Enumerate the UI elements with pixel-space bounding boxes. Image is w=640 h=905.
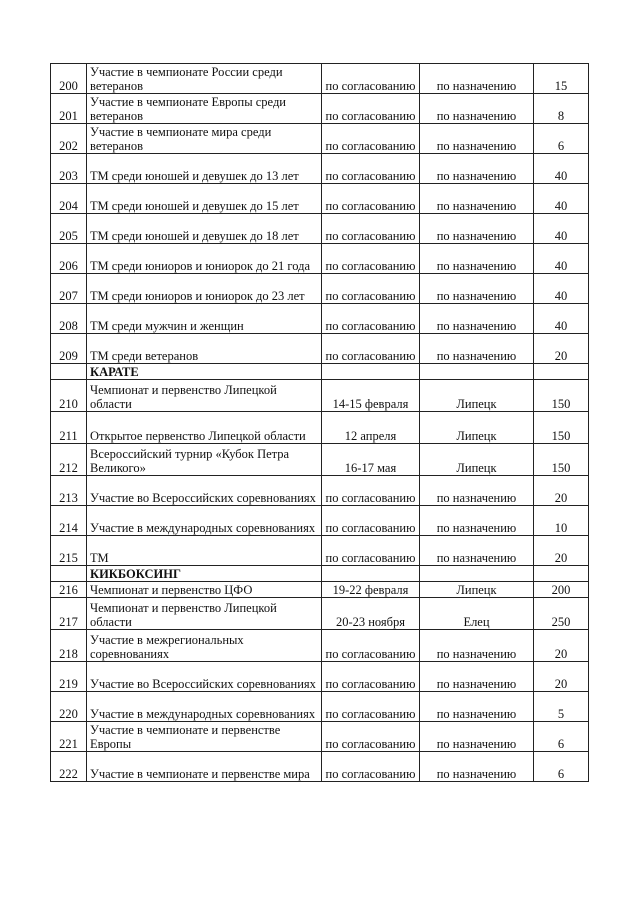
table-row [51,444,589,476]
event-date: 20-23 ноября [322,598,420,630]
table-row [51,124,589,154]
event-name: Участие в чемпионате и первенстве Европы [87,722,322,752]
event-date: по согласованию [322,662,420,692]
section-title: КАРАТЕ [87,364,322,380]
event-name: Чемпионат и первенство ЦФО [87,582,322,598]
row-number [51,566,87,582]
row-number: 222 [51,752,87,782]
row-number: 209 [51,334,87,364]
event-place: по назначению [420,752,534,782]
event-date: по согласованию [322,692,420,722]
participant-count: 20 [534,662,589,692]
row-number: 203 [51,154,87,184]
row-number: 221 [51,722,87,752]
participant-count: 40 [534,184,589,214]
event-name: Всероссийский турнир «Кубок Петра Великого» [87,444,322,476]
table-row [51,274,589,304]
row-number: 216 [51,582,87,598]
event-place: по назначению [420,662,534,692]
participant-count: 40 [534,244,589,274]
event-place: по назначению [420,506,534,536]
event-place: по назначению [420,476,534,506]
section-header-row [51,364,589,380]
event-date: 19-22 февраля [322,582,420,598]
row-number: 217 [51,598,87,630]
event-place: Липецк [420,582,534,598]
table-row [51,630,589,662]
table-row [51,582,589,598]
event-date: по согласованию [322,722,420,752]
event-date: по согласованию [322,154,420,184]
event-place: по назначению [420,274,534,304]
event-name: Участие во Всероссийских соревнованиях [87,662,322,692]
row-number: 201 [51,94,87,124]
participant-count: 6 [534,124,589,154]
event-place: по назначению [420,214,534,244]
event-date: по согласованию [322,124,420,154]
event-name: Участие в чемпионате Европы среди ветеранов [87,94,322,124]
participant-count: 20 [534,476,589,506]
row-number: 218 [51,630,87,662]
event-date: по согласованию [322,274,420,304]
participant-count: 6 [534,722,589,752]
event-name: ТМ [87,536,322,566]
event-name: ТМ среди юношей и девушек до 18 лет [87,214,322,244]
row-number: 212 [51,444,87,476]
participant-count: 5 [534,692,589,722]
participant-count: 40 [534,304,589,334]
table-row [51,154,589,184]
table-row [51,94,589,124]
event-date [322,566,420,582]
row-number: 202 [51,124,87,154]
event-place: Липецк [420,412,534,444]
event-place: по назначению [420,94,534,124]
participant-count: 40 [534,154,589,184]
row-number: 214 [51,506,87,536]
row-number: 213 [51,476,87,506]
event-date: по согласованию [322,506,420,536]
event-place: по назначению [420,304,534,334]
event-place: по назначению [420,64,534,94]
event-date: по согласованию [322,334,420,364]
participant-count [534,566,589,582]
event-place: по назначению [420,244,534,274]
event-date: по согласованию [322,630,420,662]
table-row [51,752,589,782]
event-name: Чемпионат и первенство Липецкой области [87,380,322,412]
event-place: по назначению [420,722,534,752]
participant-count [534,364,589,380]
events-table-body [51,64,589,782]
event-name: Участие в межрегиональных соревнованиях [87,630,322,662]
row-number: 200 [51,64,87,94]
participant-count: 150 [534,444,589,476]
event-name: Участие в чемпионате России среди ветеранов [87,64,322,94]
row-number: 204 [51,184,87,214]
row-number: 210 [51,380,87,412]
event-date: по согласованию [322,64,420,94]
event-name: ТМ среди мужчин и женщин [87,304,322,334]
table-row [51,476,589,506]
event-date: по согласованию [322,214,420,244]
event-name: Участие в чемпионате мира среди ветеранов [87,124,322,154]
participant-count: 20 [534,536,589,566]
table-row [51,536,589,566]
row-number: 205 [51,214,87,244]
event-name: ТМ среди юниоров и юниорок до 21 года [87,244,322,274]
event-date: по согласованию [322,476,420,506]
table-row [51,506,589,536]
event-date: 12 апреля [322,412,420,444]
row-number: 211 [51,412,87,444]
table-row [51,380,589,412]
event-name: ТМ среди юношей и девушек до 15 лет [87,184,322,214]
event-name: ТМ среди ветеранов [87,334,322,364]
event-date: по согласованию [322,752,420,782]
event-date: по согласованию [322,536,420,566]
event-place: Липецк [420,380,534,412]
row-number: 207 [51,274,87,304]
event-place: Елец [420,598,534,630]
event-name: Открытое первенство Липецкой области [87,412,322,444]
event-date: по согласованию [322,184,420,214]
event-place [420,364,534,380]
table-row [51,722,589,752]
participant-count: 40 [534,214,589,244]
event-place: Липецк [420,444,534,476]
event-date: 16-17 мая [322,444,420,476]
table-row [51,662,589,692]
row-number: 215 [51,536,87,566]
participant-count: 40 [534,274,589,304]
table-row [51,214,589,244]
event-place: по назначению [420,692,534,722]
section-title: КИКБОКСИНГ [87,566,322,582]
participant-count: 20 [534,630,589,662]
event-date: по согласованию [322,244,420,274]
event-name: Участие в международных соревнованиях [87,692,322,722]
table-row [51,598,589,630]
participant-count: 6 [534,752,589,782]
table-row [51,692,589,722]
table-row [51,304,589,334]
participant-count: 200 [534,582,589,598]
participant-count: 150 [534,412,589,444]
event-date: по согласованию [322,94,420,124]
row-number: 220 [51,692,87,722]
event-name: Участие в международных соревнованиях [87,506,322,536]
event-place: по назначению [420,154,534,184]
events-table [50,63,589,782]
event-place [420,566,534,582]
event-place: по назначению [420,334,534,364]
event-place: по назначению [420,536,534,566]
event-date [322,364,420,380]
event-name: Участие во Всероссийских соревнованиях [87,476,322,506]
table-row [51,184,589,214]
event-place: по назначению [420,184,534,214]
row-number: 206 [51,244,87,274]
table-row [51,412,589,444]
section-header-row [51,566,589,582]
participant-count: 8 [534,94,589,124]
table-row [51,64,589,94]
event-date: по согласованию [322,304,420,334]
participant-count: 250 [534,598,589,630]
event-name: ТМ среди юношей и девушек до 13 лет [87,154,322,184]
event-name: ТМ среди юниоров и юниорок до 23 лет [87,274,322,304]
table-row [51,334,589,364]
event-name: Участие в чемпионате и первенстве мира [87,752,322,782]
event-name: Чемпионат и первенство Липецкой области [87,598,322,630]
row-number: 208 [51,304,87,334]
event-place: по назначению [420,630,534,662]
participant-count: 15 [534,64,589,94]
participant-count: 150 [534,380,589,412]
participant-count: 10 [534,506,589,536]
row-number [51,364,87,380]
table-row [51,244,589,274]
row-number: 219 [51,662,87,692]
event-place: по назначению [420,124,534,154]
participant-count: 20 [534,334,589,364]
event-date: 14-15 февраля [322,380,420,412]
